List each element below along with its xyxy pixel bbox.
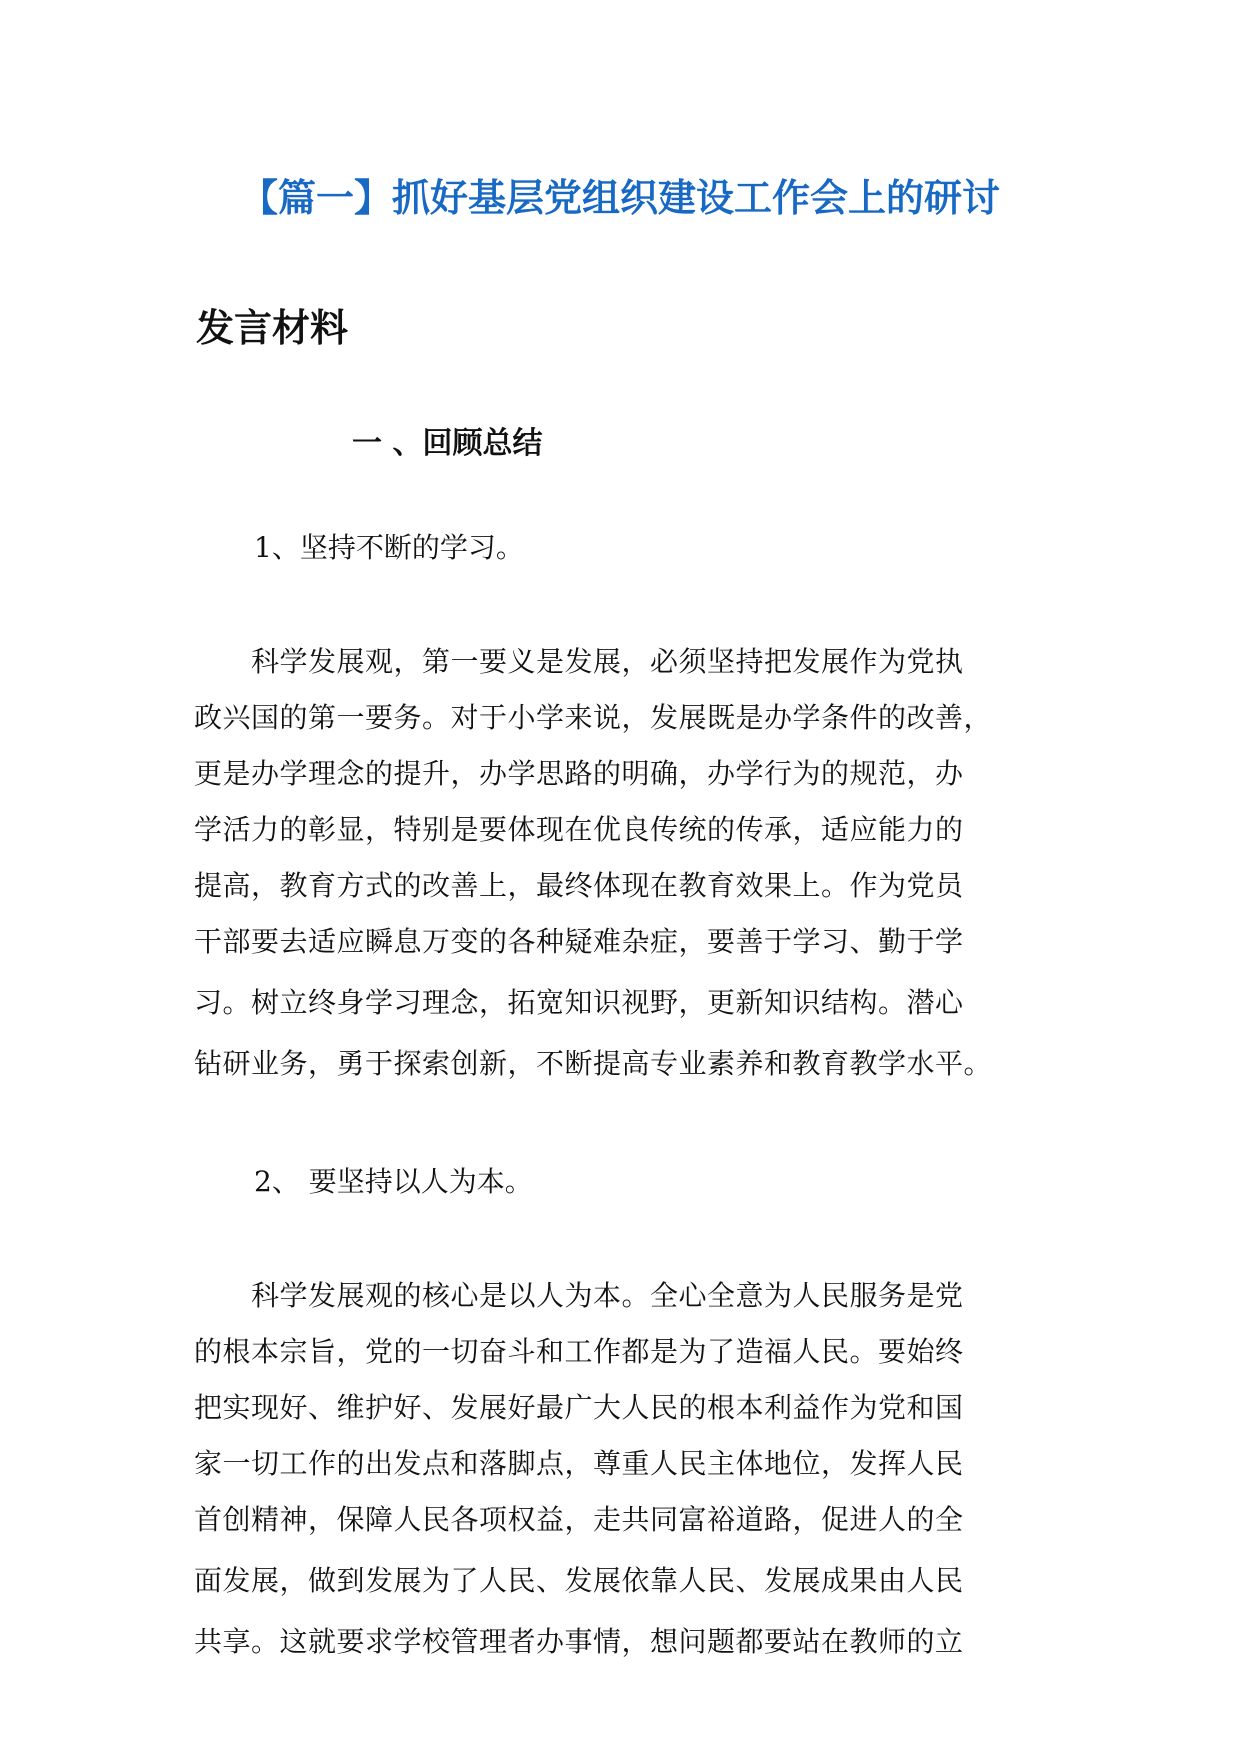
paragraph-line: 家一切工作的出发点和落脚点，尊重人民主体地位，发挥人民 xyxy=(194,1447,964,1480)
paragraph-line: 更是办学理念的提升，办学思路的明确，办学行为的规范，办 xyxy=(194,757,964,790)
paragraph-line: 共享。这就要求学校管理者办事情，想问题都要站在教师的立 xyxy=(194,1625,964,1658)
paragraph-line: 习。树立终身学习理念，拓宽知识视野，更新知识结构。潜心 xyxy=(194,986,964,1019)
document-title: 【篇一】抓好基层党组织建设工作会上的研讨 xyxy=(239,176,1000,220)
paragraph-2 xyxy=(194,1268,1054,1670)
paragraph-line: 钻研业务，勇于探索创新，不断提高专业素养和教育教学水平。 xyxy=(194,1047,993,1080)
paragraph-line: 首创精神，保障人民各项权益，走共同富裕道路，促进人的全 xyxy=(194,1503,964,1536)
paragraph-1 xyxy=(194,634,1054,1092)
paragraph-line: 科学发展观的核心是以人为本。全心全意为人民服务是党 xyxy=(194,1279,964,1312)
paragraph-line: 把实现好、维护好、发展好最广大人民的根本利益作为党和国 xyxy=(194,1391,964,1424)
list-item-2: 2、 要坚持以人为本。 xyxy=(254,1165,533,1198)
paragraph-line: 学活力的彰显，特别是要体现在优良传统的传承，适应能力的 xyxy=(194,813,964,846)
paragraph-line: 政兴国的第一要务。对于小学来说，发展既是办学条件的改善， xyxy=(194,701,993,734)
list-item-1: 1、坚持不断的学习。 xyxy=(254,531,524,564)
paragraph-line: 干部要去适应瞬息万变的各种疑难杂症，要善于学习、勤于学 xyxy=(194,925,964,958)
paragraph-line: 科学发展观，第一要义是发展，必须坚持把发展作为党执 xyxy=(194,645,964,678)
document-title-continuation: 发言材料 xyxy=(196,306,349,350)
section-heading: 一 、回顾总结 xyxy=(352,426,543,461)
paragraph-line: 面发展，做到发展为了人民、发展依靠人民、发展成果由人民 xyxy=(194,1564,964,1597)
paragraph-line: 提高，教育方式的改善上，最终体现在教育效果上。作为党员 xyxy=(194,869,964,902)
paragraph-line: 的根本宗旨，党的一切奋斗和工作都是为了造福人民。要始终 xyxy=(194,1335,964,1368)
